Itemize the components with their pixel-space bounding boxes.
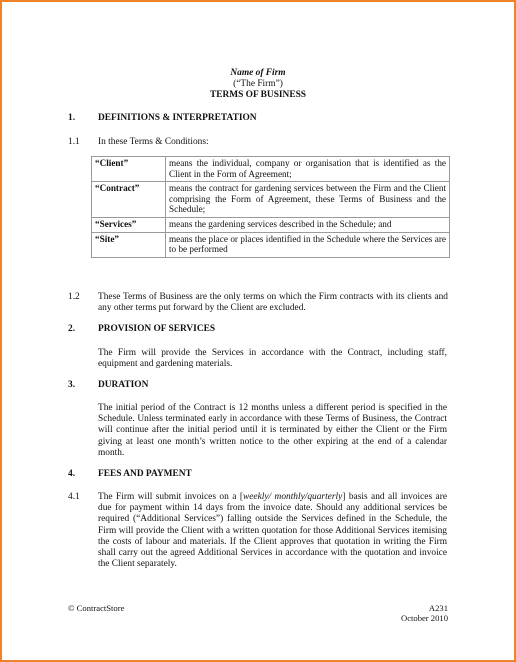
clause-number: 1.1 [68, 137, 80, 147]
table-row [92, 217, 450, 232]
firm-alias: (“The Firm”) [233, 79, 283, 89]
definition-meaning: means the place or places identified in the Schedule where the Services are to be performed [166, 232, 450, 257]
definition-meaning: means the contract for gardening services between the Firm and the Client comprising the Form of Agreement, these Terms of Business and the Schedule; [166, 182, 450, 218]
section-body-provision: The Firm will provide the Services in accordance with the Contract, including staff, equipment and gardening materials. [98, 348, 447, 370]
section-title: DEFINITIONS & INTERPRETATION [98, 113, 257, 123]
document-title: TERMS OF BUSINESS [209, 90, 307, 100]
clause-text: These Terms of Business are the only terms on which the Firm contracts with its clients and any other terms put forward by the Client are excluded. [98, 292, 448, 314]
table-row [92, 157, 450, 182]
definition-meaning: means the gardening services described in the Schedule; and [166, 217, 450, 232]
section-number: 1. [68, 113, 76, 123]
section-title: FEES AND PAYMENT [98, 469, 192, 479]
definition-term: “Contract” [92, 182, 166, 218]
table-row [92, 232, 450, 257]
clause-text-rest: ] basis and all invoices are due for payment within 14 days from the invoice date. Should any additional services be required (“Additional Services”) falling outside the Services defined in the Schedule, the Firm will provide the Client with a written quotation for those Additional Services itemising the costs of labour and materials. If the Client approves that quotation in writing the Firm shall carry out the agreed Additional Services in accordance with the quotation and invoice the Client separately. [98, 492, 447, 570]
clause-number: 1.2 [68, 292, 80, 302]
section-body-duration: The initial period of the Contract is 12 months unless a different period is specified in the Schedule. Unless terminated early in accordance with these Terms of Business, the Contract will continue after the initial period until it is terminated by either the Client or the Firm giving at least one month’s written notice to the other expiring at the end of a calendar month. [98, 403, 447, 458]
definition-term: “Site” [92, 232, 166, 257]
clause-text-start: The Firm will submit invoices on a [ [98, 492, 243, 502]
section-title: DURATION [98, 380, 149, 390]
billing-frequency-placeholder: weekly/ monthly/quarterly [243, 492, 343, 502]
definition-meaning: means the individual, company or organisation that is identified as the Client in the Form of Agreement; [166, 157, 450, 182]
document-reference [401, 603, 448, 624]
clause-text [98, 492, 447, 570]
document-date: October 2010 [400, 613, 448, 624]
section-number: 2. [68, 324, 76, 334]
document-code: A231 [428, 603, 448, 613]
definition-term: “Services” [92, 217, 166, 232]
section-title: PROVISION OF SERVICES [98, 324, 216, 334]
section-number: 4. [68, 469, 76, 479]
clause-text: In these Terms & Conditions: [98, 137, 209, 147]
clause-number: 4.1 [68, 492, 80, 502]
section-number: 3. [68, 380, 76, 390]
definition-term: “Client” [92, 157, 166, 182]
table-row [92, 182, 450, 218]
firm-name: Name of Firm [230, 68, 286, 78]
definitions-table [91, 156, 450, 258]
copyright-notice: © ContractStore [68, 603, 125, 613]
